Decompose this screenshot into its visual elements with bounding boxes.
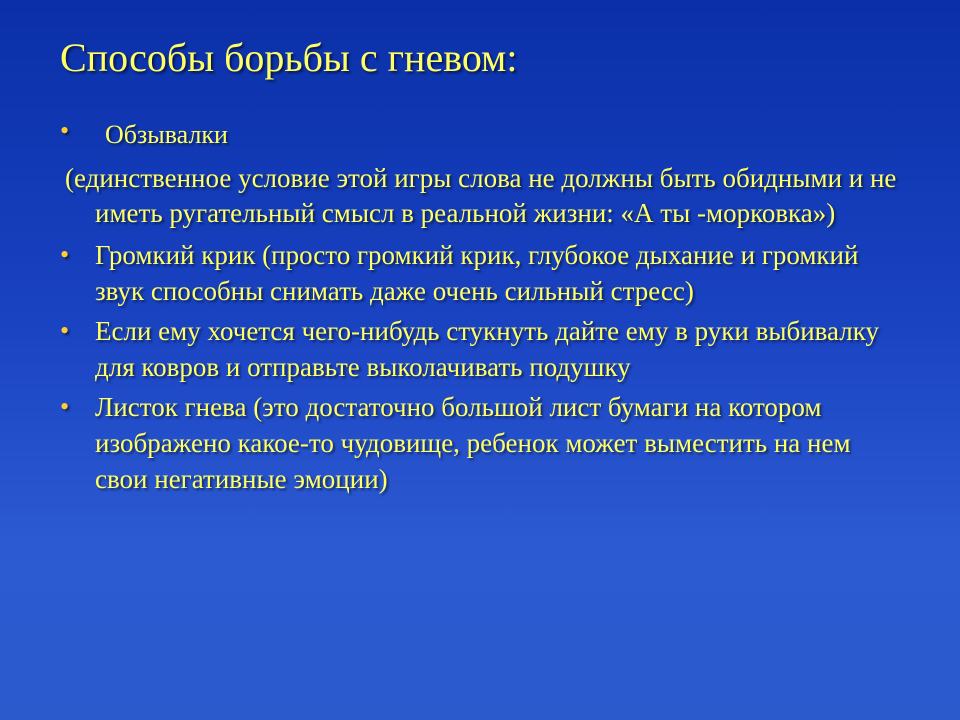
slide-content	[58, 118, 908, 502]
list-item	[58, 390, 908, 498]
list-item	[58, 314, 908, 386]
slide-title: Способы борьбы с гневом:	[60, 35, 518, 80]
list-item-text: Громкий крик (просто громкий крик, глубокое дыхание и громкий звук способны снимать даже очень сильный стресс)	[95, 240, 859, 307]
bullet-icon: •	[60, 240, 70, 270]
list-item-text: Обзывалки	[105, 120, 228, 149]
list-item-text: Если ему хочется чего-нибудь стукнуть дайте ему в руки выбивалку для ковров и отправьте выколачивать подушку	[95, 316, 879, 383]
list-item-text: Листок гнева (это достаточно большой лист бумаги на котором изображено какое-то чудовище, ребенок может выместить на нем свои негативные эмоции)	[95, 392, 851, 494]
list-item-note: (единственное условие этой игры слова не должны быть обидными и не иметь ругательный смысл в реальной жизни: «А ты -морковка»)	[65, 162, 897, 229]
list-item	[58, 118, 908, 153]
bullet-icon: •	[60, 316, 70, 346]
list-item	[58, 238, 908, 310]
bullet-icon: •	[60, 116, 70, 145]
bullet-icon: •	[60, 392, 70, 422]
